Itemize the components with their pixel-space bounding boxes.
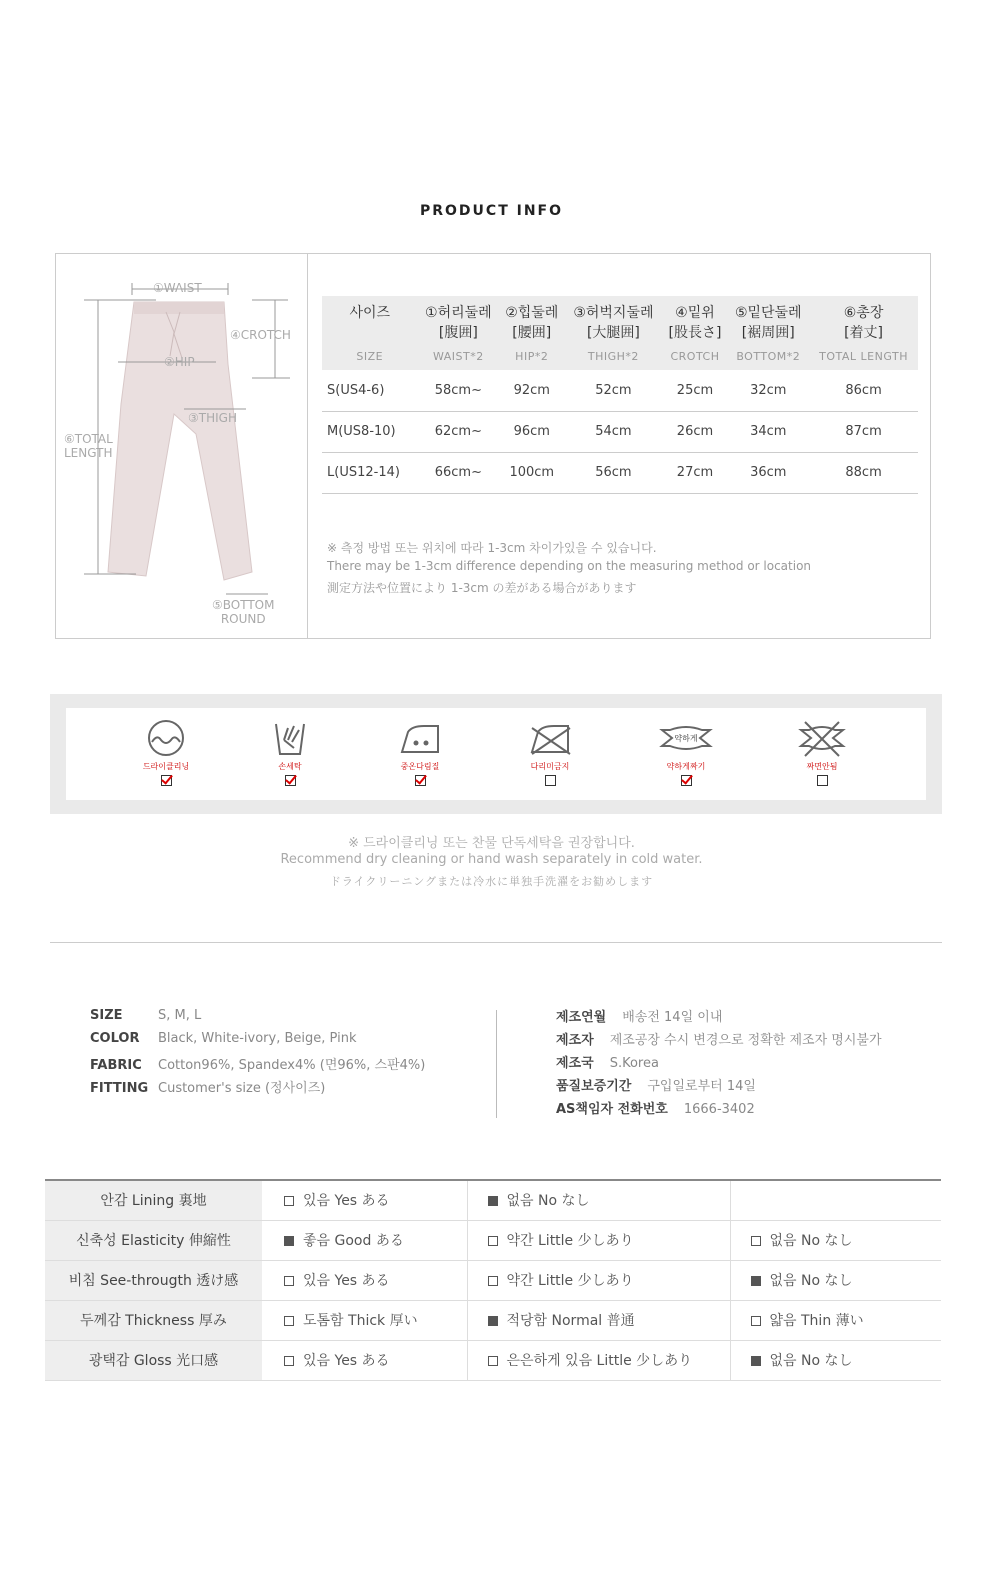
care-checkbox	[681, 775, 692, 786]
spec-value: S, M, L	[158, 1008, 202, 1023]
attribute-row	[45, 1300, 941, 1340]
option-label: 없음 No なし	[769, 1273, 853, 1289]
size-header-cell: WAIST*2	[418, 344, 500, 370]
care-label: 손세탁	[278, 762, 302, 771]
option-checkbox	[488, 1236, 498, 1246]
waist-label: ①WAIST	[153, 281, 202, 295]
hand-wash-icon	[250, 718, 330, 758]
attribute-option	[730, 1180, 941, 1220]
attribute-option	[730, 1260, 941, 1300]
care-item	[646, 718, 726, 786]
attribute-option	[467, 1220, 730, 1260]
size-header-cell: ⑤밑단둘레	[727, 296, 809, 322]
care-checkbox	[545, 775, 556, 786]
bottom-round-label: ⑤BOTTOM ROUND	[212, 598, 275, 626]
size-cell: 36cm	[727, 452, 809, 493]
spec-value: 구입일로부터 14일	[647, 1079, 756, 1094]
size-header-cell: [股長さ]	[663, 322, 728, 344]
spec-value: Customer's size (정사이즈)	[158, 1081, 326, 1096]
size-header-cell: HIP*2	[499, 344, 564, 370]
care-label: 짜면안됨	[806, 762, 838, 771]
size-cell: 25cm	[663, 370, 728, 411]
size-header-cell: ①허리둘레	[418, 296, 500, 322]
measure-note-jp: 測定方法や位置により 1-3cm の差がある場合があります	[327, 581, 637, 595]
size-header-cell: TOTAL LENGTH	[809, 344, 918, 370]
attribute-label: 신축성 Elasticity 伸縮性	[45, 1220, 262, 1260]
size-header-cell: BOTTOM*2	[727, 344, 809, 370]
attribute-option	[730, 1220, 941, 1260]
attribute-label: 안감 Lining 裏地	[45, 1180, 262, 1220]
spec-key: 제조연월	[556, 1010, 607, 1025]
thigh-label: ③THIGH	[188, 411, 237, 425]
size-cell: 52cm	[564, 370, 662, 411]
size-header-cell: ④밑위	[663, 296, 728, 322]
size-header-cell	[322, 322, 418, 344]
size-cell: 56cm	[564, 452, 662, 493]
size-header-cell: 사이즈	[322, 296, 418, 322]
care-icons	[66, 708, 926, 800]
option-checkbox	[488, 1356, 498, 1366]
option-checkbox	[751, 1236, 761, 1246]
attribute-option	[262, 1220, 467, 1260]
option-label: 있음 Yes ある	[303, 1273, 390, 1289]
size-cell: 32cm	[727, 370, 809, 411]
option-label: 없음 No なし	[769, 1233, 853, 1249]
size-header-cell: THIGH*2	[564, 344, 662, 370]
spec-row	[90, 1077, 425, 1100]
option-checkbox	[751, 1276, 761, 1286]
attribute-option	[730, 1340, 941, 1380]
spec-value: 1666-3402	[683, 1102, 755, 1117]
size-cell: L(US12-14)	[322, 452, 418, 493]
spec-key: SIZE	[90, 1008, 123, 1023]
option-checkbox	[488, 1316, 498, 1326]
size-row	[322, 411, 918, 452]
crotch-label: ④CROTCH	[230, 328, 291, 342]
spec-key: FABRIC	[90, 1058, 142, 1073]
care-checkbox	[161, 775, 172, 786]
size-cell: 27cm	[663, 452, 728, 493]
attribute-row	[45, 1340, 941, 1380]
option-label: 도톰함 Thick 厚い	[303, 1313, 418, 1329]
spec-row	[90, 1008, 425, 1031]
spec-list-left	[90, 1008, 425, 1100]
spec-row	[556, 1029, 882, 1052]
spec-row	[90, 1054, 425, 1077]
care-item	[510, 718, 590, 786]
gentle-wring-icon	[646, 718, 726, 758]
attribute-option	[467, 1340, 730, 1380]
care-item	[782, 718, 862, 786]
spec-value: 배송전 14일 이내	[622, 1010, 723, 1025]
care-checkbox	[415, 775, 426, 786]
spec-divider	[496, 1010, 497, 1118]
section-divider	[50, 942, 942, 943]
care-label: 드라이클리닝	[142, 762, 190, 771]
care-label: 중온다림질	[400, 762, 440, 771]
size-row	[322, 370, 918, 411]
care-note-en: Recommend dry cleaning or hand wash separately in cold water.	[280, 852, 703, 867]
spec-row	[556, 1052, 882, 1075]
attribute-option	[467, 1180, 730, 1220]
size-header-cell: ②힙둘레	[499, 296, 564, 322]
option-label: 얇음 Thin 薄い	[769, 1313, 864, 1329]
total-length-label: ⑥TOTAL LENGTH	[64, 432, 113, 460]
care-panel	[50, 694, 942, 814]
size-table	[322, 296, 918, 494]
attribute-option	[262, 1300, 467, 1340]
size-cell: 34cm	[727, 411, 809, 452]
size-header-cell: [腹囲]	[418, 322, 500, 344]
size-cell: 87cm	[809, 411, 918, 452]
size-header-cell: [大腿囲]	[564, 322, 662, 344]
spec-list-right	[556, 1006, 882, 1121]
care-item	[250, 718, 330, 786]
option-label: 적당함 Normal 普通	[506, 1313, 635, 1329]
size-header-cell: CROTCH	[663, 344, 728, 370]
size-cell: 26cm	[663, 411, 728, 452]
care-item	[380, 718, 460, 786]
option-checkbox	[751, 1316, 761, 1326]
attribute-row	[45, 1180, 941, 1220]
option-checkbox	[751, 1356, 761, 1366]
size-header-cell: ③허벅지둘레	[564, 296, 662, 322]
care-label: 약하게짜기	[666, 762, 706, 771]
attribute-option	[467, 1260, 730, 1300]
spec-row	[556, 1075, 882, 1098]
attribute-row	[45, 1220, 941, 1260]
option-label: 좋음 Good ある	[303, 1233, 404, 1249]
option-checkbox	[284, 1236, 294, 1246]
attribute-option	[262, 1180, 467, 1220]
spec-key: COLOR	[90, 1031, 140, 1046]
care-item	[126, 718, 206, 786]
size-cell: 62cm~	[418, 411, 500, 452]
spec-row	[556, 1098, 882, 1121]
size-cell: 100cm	[499, 452, 564, 493]
spec-value: S.Korea	[609, 1056, 659, 1071]
care-note-ko: ※ 드라이클리닝 또는 찬물 단독세탁을 권장합니다.	[348, 836, 635, 851]
size-header-cell: [裾周囲]	[727, 322, 809, 344]
option-label: 약간 Little 少しあり	[506, 1233, 634, 1249]
option-label: 은은하게 있음 Little 少しあり	[506, 1353, 693, 1369]
dry-clean-icon	[126, 718, 206, 758]
attribute-row	[45, 1260, 941, 1300]
option-checkbox	[284, 1316, 294, 1326]
attribute-option	[262, 1340, 467, 1380]
spec-row	[556, 1006, 882, 1029]
option-checkbox	[284, 1276, 294, 1286]
size-header-cell: [腰囲]	[499, 322, 564, 344]
care-checkbox	[285, 775, 296, 786]
size-cell: 66cm~	[418, 452, 500, 493]
attribute-label: 광택감 Gloss 光口感	[45, 1340, 262, 1380]
no-iron-icon	[510, 718, 590, 758]
attribute-option	[730, 1300, 941, 1340]
size-cell: 96cm	[499, 411, 564, 452]
product-info-box	[55, 253, 931, 639]
attribute-option	[262, 1260, 467, 1300]
measure-note-en: There may be 1-3cm difference depending on the measuring method or location	[327, 559, 812, 573]
iron-medium-icon	[380, 718, 460, 758]
spec-key: 제조국	[556, 1056, 594, 1071]
option-label: 없음 No なし	[769, 1353, 853, 1369]
size-cell: 86cm	[809, 370, 918, 411]
spec-key: 품질보증기간	[556, 1079, 632, 1094]
spec-key: FITTING	[90, 1081, 149, 1096]
option-checkbox	[488, 1196, 498, 1206]
attribute-option	[467, 1300, 730, 1340]
spec-row	[90, 1031, 425, 1054]
size-row	[322, 452, 918, 493]
size-header-cell: [着丈]	[809, 322, 918, 344]
spec-value: Cotton96%, Spandex4% (면96%, 스판4%)	[158, 1058, 426, 1073]
size-cell: 54cm	[564, 411, 662, 452]
size-header-cell: SIZE	[322, 344, 418, 370]
hip-label: ②HIP	[164, 355, 195, 369]
option-checkbox	[284, 1196, 294, 1206]
attribute-label: 비침 See-througth 透け感	[45, 1260, 262, 1300]
fabric-attributes-table	[45, 1179, 941, 1381]
attribute-label: 두께감 Thickness 厚み	[45, 1300, 262, 1340]
spec-key: 제조자	[556, 1033, 594, 1048]
pants-diagram	[56, 254, 307, 638]
option-checkbox	[284, 1356, 294, 1366]
size-cell: 92cm	[499, 370, 564, 411]
care-label: 다리미금지	[530, 762, 570, 771]
size-cell: 58cm~	[418, 370, 500, 411]
size-cell: S(US4-6)	[322, 370, 418, 411]
option-label: 약간 Little 少しあり	[506, 1273, 634, 1289]
care-checkbox	[817, 775, 828, 786]
info-divider	[307, 254, 308, 638]
size-cell: 88cm	[809, 452, 918, 493]
spec-value: Black, White-ivory, Beige, Pink	[158, 1031, 357, 1046]
svg-text:약하게: 약하게	[674, 734, 698, 743]
measure-note-ko: ※ 측정 방법 또는 위치에 따라 1-3cm 차이가있을 수 있습니다.	[327, 541, 657, 555]
page-title: PRODUCT INFO	[419, 203, 564, 219]
size-header-cell: ⑥총장	[809, 296, 918, 322]
option-label: 있음 Yes ある	[303, 1193, 390, 1210]
spec-key: AS책임자 전화번호	[556, 1102, 668, 1117]
spec-value: 제조공장 수시 변경으로 정확한 제조자 명시불가	[609, 1033, 882, 1048]
option-label: 있음 Yes ある	[303, 1353, 390, 1369]
no-bleach-icon	[782, 718, 862, 758]
care-note-jp: ドライクリーニングまたは冷水に単独手洗濯をお勧めします	[329, 875, 654, 888]
option-checkbox	[488, 1276, 498, 1286]
size-cell: M(US8-10)	[322, 411, 418, 452]
option-label: 없음 No なし	[506, 1193, 590, 1210]
